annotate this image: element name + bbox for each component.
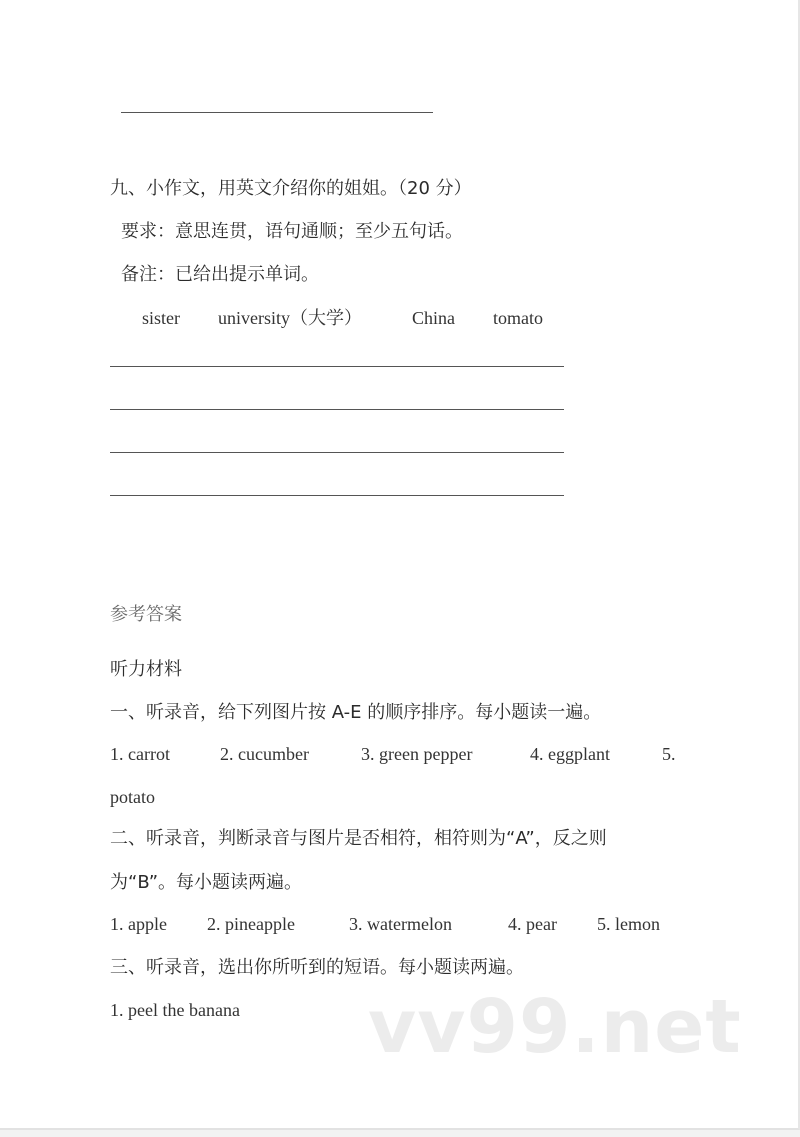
section-9-note: 备注：已给出提示单词。 [121, 264, 319, 285]
part-3-item-1: 1. peel the banana [110, 1000, 240, 1020]
part-2-item-3: 3. watermelon [349, 914, 452, 934]
answer-line-previous [121, 112, 433, 113]
part-2-title-line-2: 为“B”。每小题读两遍。 [110, 872, 303, 893]
hint-word-sister: sister [142, 308, 180, 328]
writing-line-4 [110, 495, 564, 496]
writing-line-2 [110, 409, 564, 410]
section-9-requirement: 要求：意思连贯，语句通顺；至少五句话。 [121, 221, 463, 242]
part-1-item-5-wrap: potato [110, 787, 155, 807]
hint-word-china: China [412, 308, 455, 328]
section-9-title: 九、小作文，用英文介绍你的姐姐。（20 分） [110, 178, 472, 199]
part-1-item-3: 3. green pepper [361, 744, 473, 764]
part-3-title: 三、听录音，选出你所听到的短语。每小题读两遍。 [110, 957, 524, 978]
part-1-item-5: 5. [662, 744, 676, 764]
page-bottom-edge [0, 1130, 800, 1137]
hint-word-tomato: tomato [493, 308, 543, 328]
part-2-item-5: 5. lemon [597, 914, 660, 934]
watermark: vv99.net [368, 984, 742, 1070]
writing-line-3 [110, 452, 564, 453]
listening-heading: 听力材料 [110, 659, 182, 680]
part-2-item-4: 4. pear [508, 914, 557, 934]
part-2-item-2: 2. pineapple [207, 914, 295, 934]
answers-heading: 参考答案 [110, 604, 182, 624]
hint-word-university: university（大学） [218, 308, 362, 328]
part-2-item-1: 1. apple [110, 914, 167, 934]
writing-line-1 [110, 366, 564, 367]
part-1-item-4: 4. eggplant [530, 744, 610, 764]
part-1-item-1: 1. carrot [110, 744, 170, 764]
part-1-title: 一、听录音，给下列图片按 A-E 的顺序排序。每小题读一遍。 [110, 702, 602, 723]
part-2-title-line-1: 二、听录音，判断录音与图片是否相符，相符则为“A”，反之则 [110, 828, 607, 849]
part-1-item-2: 2. cucumber [220, 744, 309, 764]
